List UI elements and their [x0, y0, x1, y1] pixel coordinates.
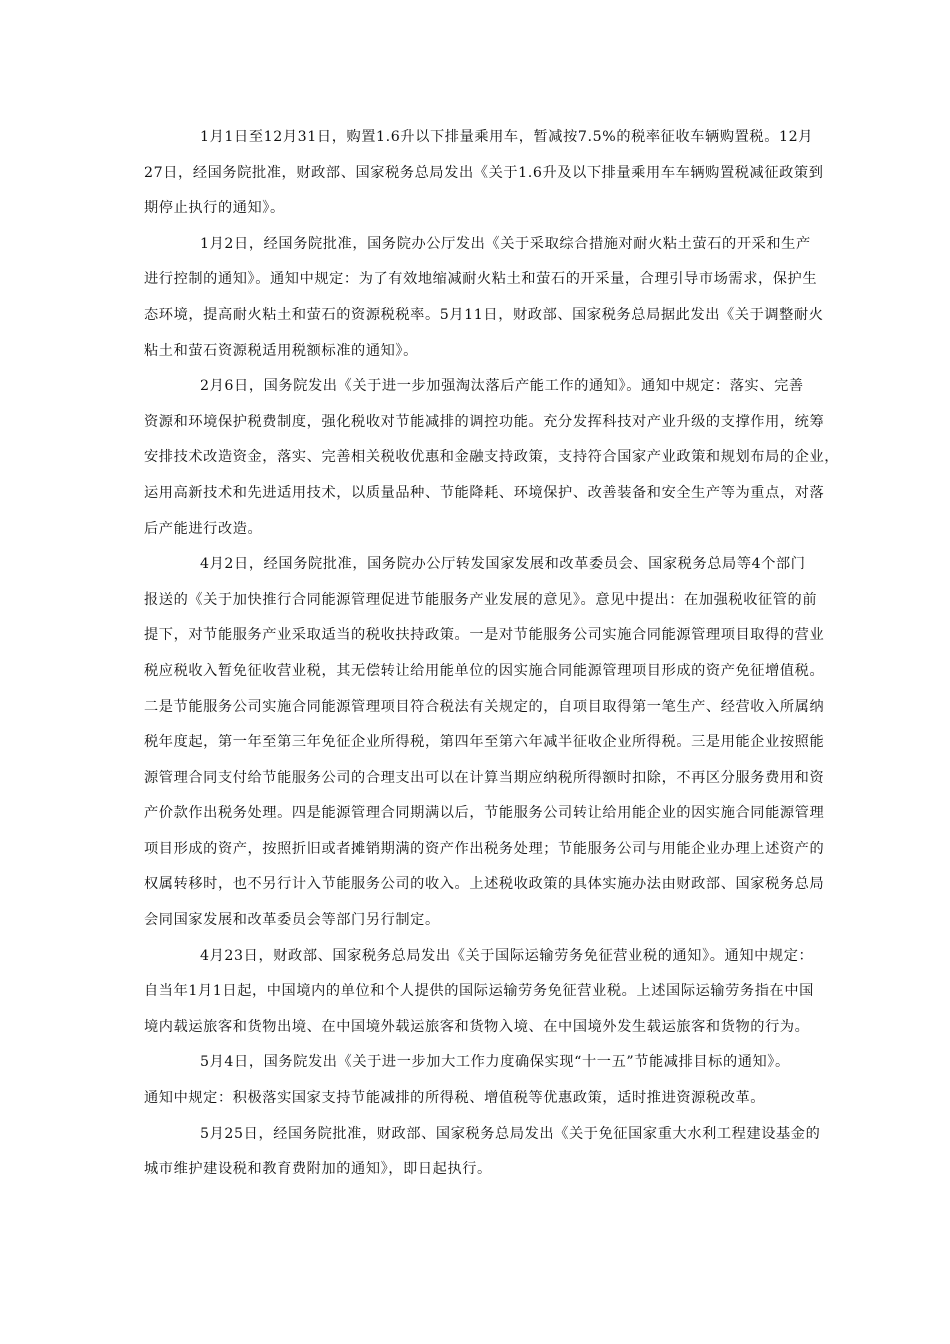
paragraph-line: 城市维护建设税和教育费附加的通知》，即日起执行。 — [144, 1161, 492, 1178]
paragraph-line: 4月2日，经国务院批准，国务院办公厅转发国家发展和改革委员会、国家税务总局等4个部门 — [200, 556, 806, 573]
paragraph-line: 自当年1月1日起，中国境内的单位和个人提供的国际运输劳务免征营业税。上述国际运输劳务指在中国 — [144, 983, 814, 1000]
paragraph-line: 产价款作出税务处理。四是能源管理合同期满以后，节能服务公司转让给用能企业的因实施合同能源管理 — [144, 805, 825, 822]
paragraph-line: 进行控制的通知》。通知中规定：为了有效地缩减耐火粘土和萤石的开采量，合理引导市场需求，保护生 — [144, 271, 818, 288]
paragraph-line: 期停止执行的通知》。 — [144, 200, 285, 217]
paragraph-line: 安排技术改造资金，落实、完善相关税收优惠和金融支持政策，支持符合国家产业政策和规划布局的企业， — [144, 449, 840, 466]
paragraph-line: 项目形成的资产，按照折旧或者摊销期满的资产作出税务处理；节能服务公司与用能企业办理上述资产的 — [144, 840, 825, 857]
paragraph-line: 权属转移时，也不另行计入节能服务公司的收入。上述税收政策的具体实施办法由财政部、国家税务总局 — [144, 876, 825, 893]
paragraph-water-conservancy-fund — [144, 1121, 821, 1192]
document-body — [144, 124, 840, 1192]
paragraph-line: 1月2日，经国务院批准，国务院办公厅发出《关于采取综合措施对耐火粘土萤石的开采和生产 — [200, 235, 811, 252]
paragraph-line: 态环境，提高耐火粘土和萤石的资源税税率。5月11日，财政部、国家税务总局据此发出《关于调整耐火 — [144, 306, 824, 323]
paragraph-line: 粘土和萤石资源税适用税额标准的通知》。 — [144, 342, 418, 359]
paragraph-line: 通知中规定：积极落实国家支持节能减排的所得税、增值税等优惠政策，适时推进资源税改革。 — [144, 1090, 766, 1107]
paragraph-line: 1月1日至12月31日，购置1.6升以下排量乘用车，暂减按7.5%的税率征收车辆购置税。12月 — [200, 129, 814, 145]
paragraph-line: 4月23日，财政部、国家税务总局发出《关于国际运输劳务免征营业税的通知》。通知中规定： — [200, 947, 814, 964]
paragraph-line: 境内载运旅客和货物出境、在中国境外载运旅客和货物入境、在中国境外发生载运旅客和货物的行为。 — [144, 1018, 810, 1035]
paragraph-fireclay-fluorite — [144, 231, 824, 373]
paragraph-line: 运用高新技术和先进适用技术，以质量品种、节能降耗、环境保护、改善装备和安全生产等为重点，对落 — [144, 484, 825, 501]
paragraph-energy-saving-targets — [144, 1049, 812, 1120]
paragraph-line: 源管理合同支付给节能服务公司的合理支出可以在计算当期应纳税所得额时扣除，不再区分服务费用和资 — [144, 769, 825, 786]
paragraph-line: 提下，对节能服务产业采取适当的税收扶持政策。一是对节能服务公司实施合同能源管理项目取得的营业 — [144, 627, 825, 644]
paragraph-line: 报送的《关于加快推行合同能源管理促进节能服务产业发展的意见》。意见中提出：在加强税收征管的前 — [144, 591, 818, 608]
paragraph-line: 二是节能服务公司实施合同能源管理项目符合税法有关规定的，自项目取得第一笔生产、经营收入所属纳 — [144, 698, 825, 715]
paragraph-line: 会同国家发展和改革委员会等部门另行制定。 — [144, 912, 440, 929]
paragraph-line: 5月4日，国务院发出《关于进一步加大工作力度确保实现“十一五”节能减排目标的通知》。 — [200, 1054, 790, 1071]
paragraph-line: 税年度起，第一年至第三年免征企业所得税，第四年至第六年减半征收企业所得税。三是用能企业按照能 — [144, 734, 825, 751]
paragraph-line: 后产能进行改造。 — [144, 520, 263, 537]
paragraph-line: 5月25日，经国务院批准，财政部、国家税务总局发出《关于免征国家重大水利工程建设基金的 — [200, 1125, 821, 1142]
paragraph-line: 27日，经国务院批准，财政部、国家税务总局发出《关于1.6升及以下排量乘用车车辆购置税减征政策到 — [144, 164, 824, 181]
paragraph-international-transport — [144, 943, 812, 1050]
paragraph-line: 资源和环境保护税费制度，强化税收对节能减排的调控功能。充分发挥科技对产业升级的支撑作用，统筹 — [144, 413, 825, 430]
paragraph-vehicle-purchase-tax — [144, 124, 824, 231]
paragraph-line: 2月6日，国务院发出《关于进一步加强淘汰落后产能工作的通知》。通知中规定：落实、完善 — [200, 378, 804, 395]
paragraph-outdated-capacity — [144, 373, 840, 551]
paragraph-line: 税应税收入暂免征收营业税，其无偿转让给用能单位的因实施合同能源管理项目形成的资产免征增值税。 — [144, 662, 825, 679]
paragraph-energy-performance-contracting — [144, 551, 825, 943]
